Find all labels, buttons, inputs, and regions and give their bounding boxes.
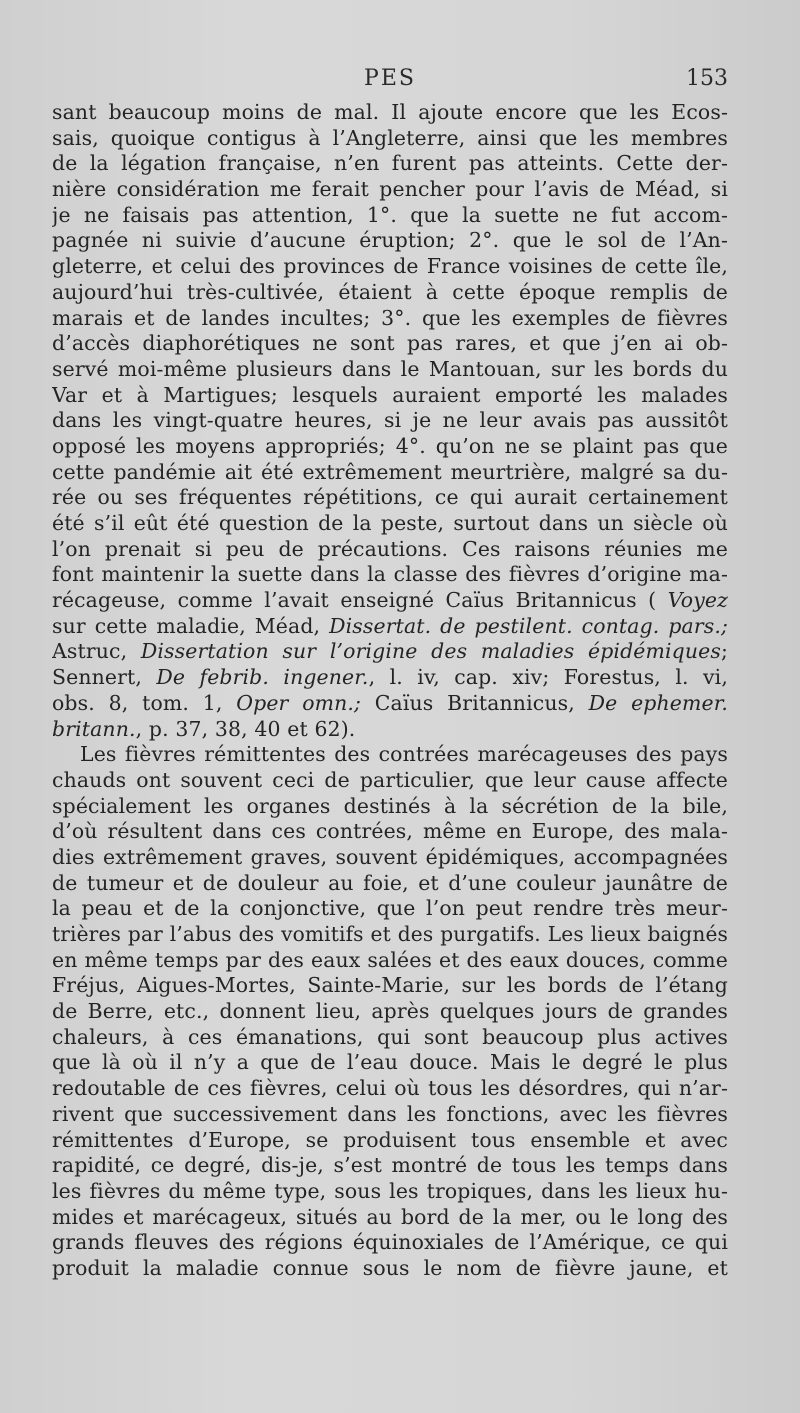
text-line: nière considération me ferait pencher pour l’avis de Méad, si — [52, 177, 728, 202]
text-line: Var et à Martigues; lesquels auraient emporté les malades — [52, 382, 728, 407]
running-title: PES — [364, 66, 416, 91]
text-line: sant beaucoup moins de mal. Il ajoute encore que les Ecos- — [52, 100, 728, 124]
text-line: trières par l’abus des vomitifs et des purgatifs. Les lieux baignés — [52, 922, 728, 946]
text-line: font maintenir la suette dans la classe des fièvres d’origine ma- — [52, 562, 728, 587]
paragraph-start-line: Les fièvres rémittentes des contrées marécageuses des pays — [80, 742, 728, 767]
text-line: d’accès diaphorétiques ne sont pas rares, et que j’en ai ob- — [52, 331, 728, 356]
text-line: d’où résultent dans ces contrées, même en Europe, des mala- — [52, 819, 728, 844]
text-line: en même temps par des eaux salées et des eaux douces, comme — [52, 947, 728, 972]
text-line: l’on prenait si peu de précautions. Ces raisons réunies me — [52, 536, 728, 561]
italic-text: Oper omn.; — [236, 690, 362, 715]
text-line: récageuse, comme l’avait enseigné Caïus Britannicus ( Voyez — [52, 588, 728, 613]
text-line: rée ou ses fréquentes répétitions, ce qui aurait certainement — [52, 485, 728, 510]
text-line: que là où il n’y a que de l’eau douce. Mais le degré le plus — [52, 1050, 728, 1075]
text-line: grands fleuves des régions équinoxiales de l’Amérique, ce qui — [52, 1230, 728, 1255]
body-text — [52, 100, 728, 1282]
text-line: servé moi-même plusieurs dans le Mantouan, sur les bords du — [52, 356, 728, 381]
text-line: Astruc, Dissertation sur l’origine des maladies épidémiques; — [52, 639, 728, 664]
text-line: britann., p. 37, 38, 40 et 62). — [52, 716, 356, 741]
text-line: pagnée ni suivie d’aucune éruption; 2°. que le sol de l’An- — [52, 228, 728, 253]
page-header — [52, 66, 728, 100]
text-line: la peau et de la conjonctive, que l’on peut rendre très meur- — [52, 896, 728, 921]
text-line: les fièvres du même type, sous les tropiques, dans les lieux hu- — [52, 1178, 728, 1203]
text-line: rivent que successivement dans les fonctions, avec les fièvres — [52, 1101, 728, 1126]
text-line: marais et de landes incultes; 3°. que les exemples de fièvres — [52, 305, 728, 330]
italic-text: De ephemer. — [588, 690, 728, 715]
text-line: opposé les moyens appropriés; 4°. qu’on ne se plaint pas que — [52, 433, 728, 458]
text-line: rémittentes d’Europe, se produisent tous ensemble et avec — [52, 1127, 728, 1152]
text-line: mides et marécageux, situés au bord de la mer, ou le long des — [52, 1204, 728, 1229]
text-line: sais, quoique contigus à l’Angleterre, ainsi que les membres — [52, 125, 728, 150]
text-line: dies extrêmement graves, souvent épidémiques, accompagnées — [52, 844, 728, 869]
page-number: 153 — [686, 66, 728, 91]
text-line: de Berre, etc., donnent lieu, après quelques jours de grandes — [52, 999, 728, 1024]
text-line: spécialement les organes destinés à la sécrétion de la bile, — [52, 793, 728, 818]
text-line: aujourd’hui très-cultivée, étaient à cette époque remplis de — [52, 279, 728, 304]
text-line: sur cette maladie, Méad, Dissertat. de pestilent. contag. pars.; — [52, 613, 728, 638]
text-line: de tumeur et de douleur au foie, et d’une couleur jaunâtre de — [52, 870, 728, 895]
text-line: Fréjus, Aigues-Mortes, Sainte-Marie, sur les bords de l’étang — [52, 973, 728, 998]
text-line: dans les vingt-quatre heures, si je ne leur avais pas aussitôt — [52, 408, 728, 433]
italic-text: Dissertat. de pestilent. contag. pars.; — [329, 613, 728, 638]
text-line: redoutable de ces fièvres, celui où tous les désordres, qui n’ar- — [52, 1076, 728, 1101]
text-line: Sennert, De febrib. ingener., l. iv, cap. xiv; Forestus, l. vi, — [52, 665, 728, 690]
text-line: été s’il eût été question de la peste, surtout dans un siècle où — [52, 511, 728, 535]
text-line: produit la maladie connue sous le nom de fièvre jaune, et — [52, 1255, 728, 1280]
text-line: je ne faisais pas attention, 1°. que la suette ne fut accom- — [52, 202, 728, 227]
italic-text: Dissertation sur l’origine des maladies épidémiques — [140, 639, 721, 664]
text-line: de la légation française, n’en furent pas atteints. Cette der- — [52, 151, 728, 176]
text-line: gleterre, et celui des provinces de France voisines de cette île, — [52, 254, 728, 279]
text-line: obs. 8, tom. 1, Oper omn.; Caïus Britannicus, De ephemer. — [52, 690, 728, 715]
italic-text: britann. — [52, 716, 136, 741]
text-line: cette pandémie ait été extrêmement meurtrière, malgré sa du- — [52, 459, 728, 484]
italic-text: De febrib. ingener. — [156, 665, 369, 690]
italic-text: Voyez — [667, 588, 728, 613]
text-line: rapidité, ce degré, dis-je, s’est montré de tous les temps dans — [52, 1153, 728, 1178]
text-line: chaleurs, à ces émanations, qui sont beaucoup plus actives — [52, 1024, 728, 1049]
text-line: chauds ont souvent ceci de particulier, que leur cause affecte — [52, 767, 728, 792]
